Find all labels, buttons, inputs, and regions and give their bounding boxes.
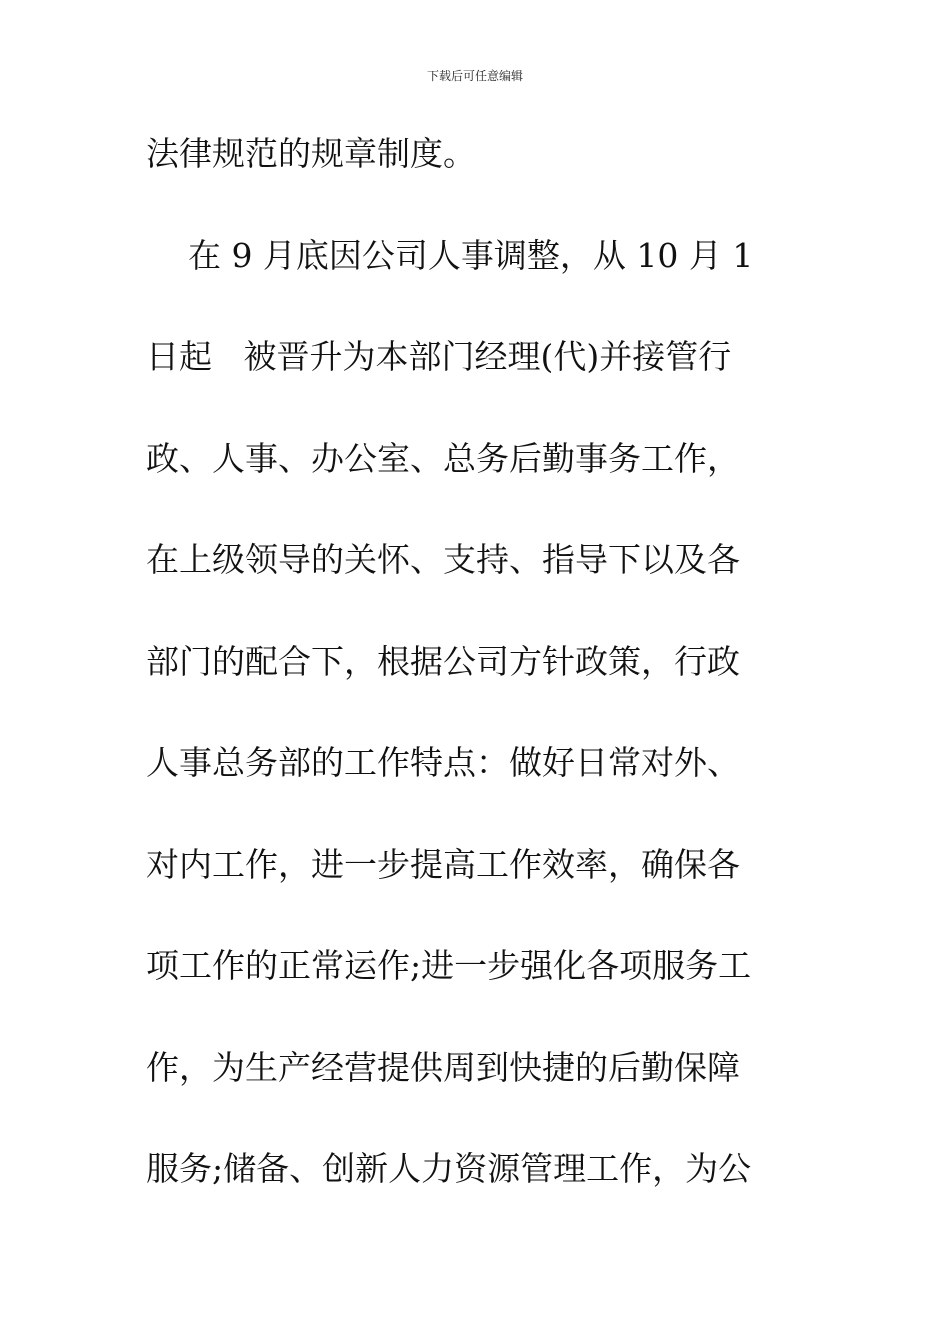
text-line: 作，为生产经营提供周到快捷的后勤保障 (146, 1047, 740, 1087)
text-line: 政、人事、办公室、总务后勤事务工作， (146, 438, 740, 478)
text-line: 对内工作，进一步提高工作效率，确保各 (146, 844, 740, 884)
document-body (146, 126, 816, 1243)
text-line: 人事总务部的工作特点：做好日常对外、 (146, 743, 740, 782)
text-line: 在 9 月底因公司人事调整，从 10 月 1 (146, 235, 754, 275)
page-header: 下载后可任意编辑 (426, 69, 523, 83)
text-line: 项工作的正常运作;进一步强化各项服务工 (146, 946, 752, 985)
text-line: 法律规范的规章制度。 (146, 134, 476, 173)
text-line: 在上级领导的关怀、支持、指导下以及各 (146, 540, 740, 579)
text-line: 服务;储备、创新人力资源管理工作，为公 (146, 1149, 752, 1188)
text-line: 日起 被晋升为本部门经理(代)并接管行 (146, 337, 732, 376)
text-line: 部门的配合下，根据公司方针政策，行政 (146, 641, 740, 681)
